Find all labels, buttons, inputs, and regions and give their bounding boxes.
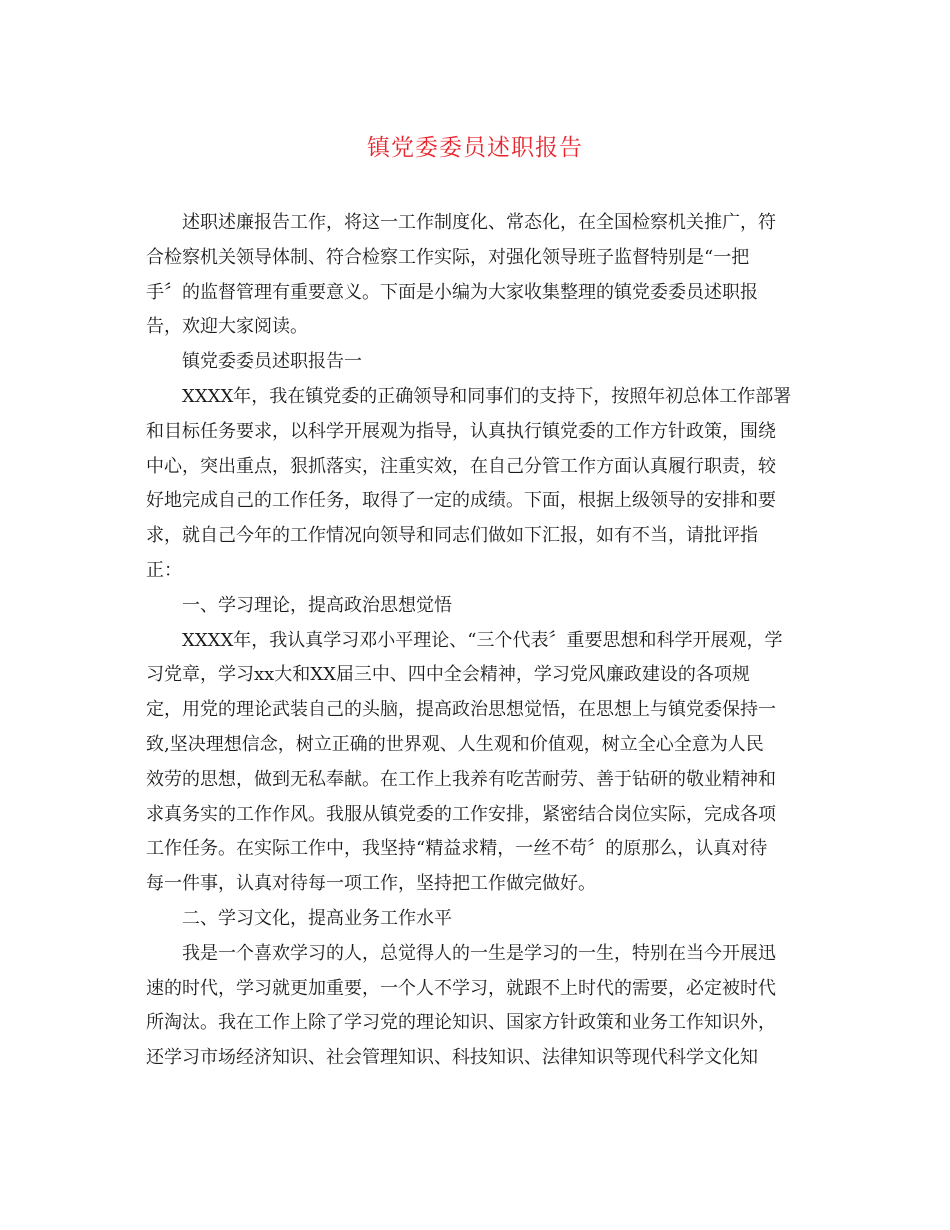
body-paragraph xyxy=(146,624,808,902)
text-line: 中心，突出重点，狠抓落实，注重实效，在自己分管工作方面认真履行职责，较 xyxy=(146,455,776,477)
text-line: 习党章，学习xx大和XX届三中、四中全会精神，学习党风廉政建设的各项规 xyxy=(146,664,750,686)
text-line: XXXX年，我认真学习邓小平理论、“三个代表〞重要思想和科学开展观，学 xyxy=(182,629,783,651)
text-line: 致,坚决理想信念，树立正确的世界观、人生观和价值观，树立全心全意为人民 xyxy=(146,733,764,755)
document-title: 镇党委委员述职报告 xyxy=(367,135,583,161)
text-line: 述职述廉报告工作，将这一工作制度化、常态化，在全国检察机关推广，符 xyxy=(182,212,776,233)
text-line: 正： xyxy=(146,559,182,581)
section-heading xyxy=(146,902,808,937)
text-line: 还学习市场经济知识、社会管理知识、科技知识、法律知识等现代科学文化知 xyxy=(146,1047,758,1069)
text-line: 工作任务。在实际工作中，我坚持“精益求精，一丝不苟〞的原那么，认真对待 xyxy=(146,838,768,860)
text-line: 手〞的监督管理有重要意义。下面是小编为大家收集整理的镇党委委员述职报 xyxy=(146,281,758,303)
text-line: 所淘汰。我在工作上除了学习党的理论知识、国家方针政策和业务工作知识外， xyxy=(146,1012,776,1034)
text-line: 定，用党的理论武装自己的头脑，提高政治思想觉悟，在思想上与镇党委保持一 xyxy=(146,699,776,721)
text-line: 合检察机关领导体制、符合检察工作实际，对强化领导班子监督特别是“一把 xyxy=(146,246,750,268)
text-line: 求真务实的工作作风。我服从镇党委的工作安排，紧密结合岗位实际，完成各项 xyxy=(146,803,776,825)
document-body xyxy=(146,206,808,1076)
text-line: 告，欢迎大家阅读。 xyxy=(146,316,308,338)
text-line: XXXX年，我在镇党委的正确领导和同事们的支持下，按照年初总体工作部署 xyxy=(182,385,792,407)
section-heading xyxy=(146,589,808,624)
text-line: 每一件事，认真对待每一项工作，坚持把工作做完做好。 xyxy=(146,873,596,895)
text-line: 效劳的思想，做到无私奉献。在工作上我养有吃苦耐劳、善于钻研的敬业精神和 xyxy=(146,768,776,790)
text-line: 二、学习文化，提高业务工作水平 xyxy=(182,907,452,929)
section-heading xyxy=(146,345,808,380)
body-paragraph xyxy=(146,380,808,589)
intro-paragraph xyxy=(146,206,808,345)
text-line: 和目标任务要求，以科学开展观为指导，认真执行镇党委的工作方针政策，围绕 xyxy=(146,420,776,442)
text-line: 好地完成自己的工作任务，取得了一定的成绩。下面，根据上级领导的安排和要 xyxy=(146,490,776,512)
text-line: 一、学习理论，提高政治思想觉悟 xyxy=(182,594,452,616)
text-line: 镇党委委员述职报告一 xyxy=(182,351,362,373)
text-line: 速的时代，学习就更加重要，一个人不学习，就跟不上时代的需要，必定被时代 xyxy=(146,977,776,999)
text-line: 求，就自己今年的工作情况向领导和同志们做如下汇报，如有不当，请批评指 xyxy=(146,525,758,547)
text-line: 我是一个喜欢学习的人，总觉得人的一生是学习的一生，特别在当今开展迅 xyxy=(182,942,776,964)
body-paragraph xyxy=(146,937,808,1076)
